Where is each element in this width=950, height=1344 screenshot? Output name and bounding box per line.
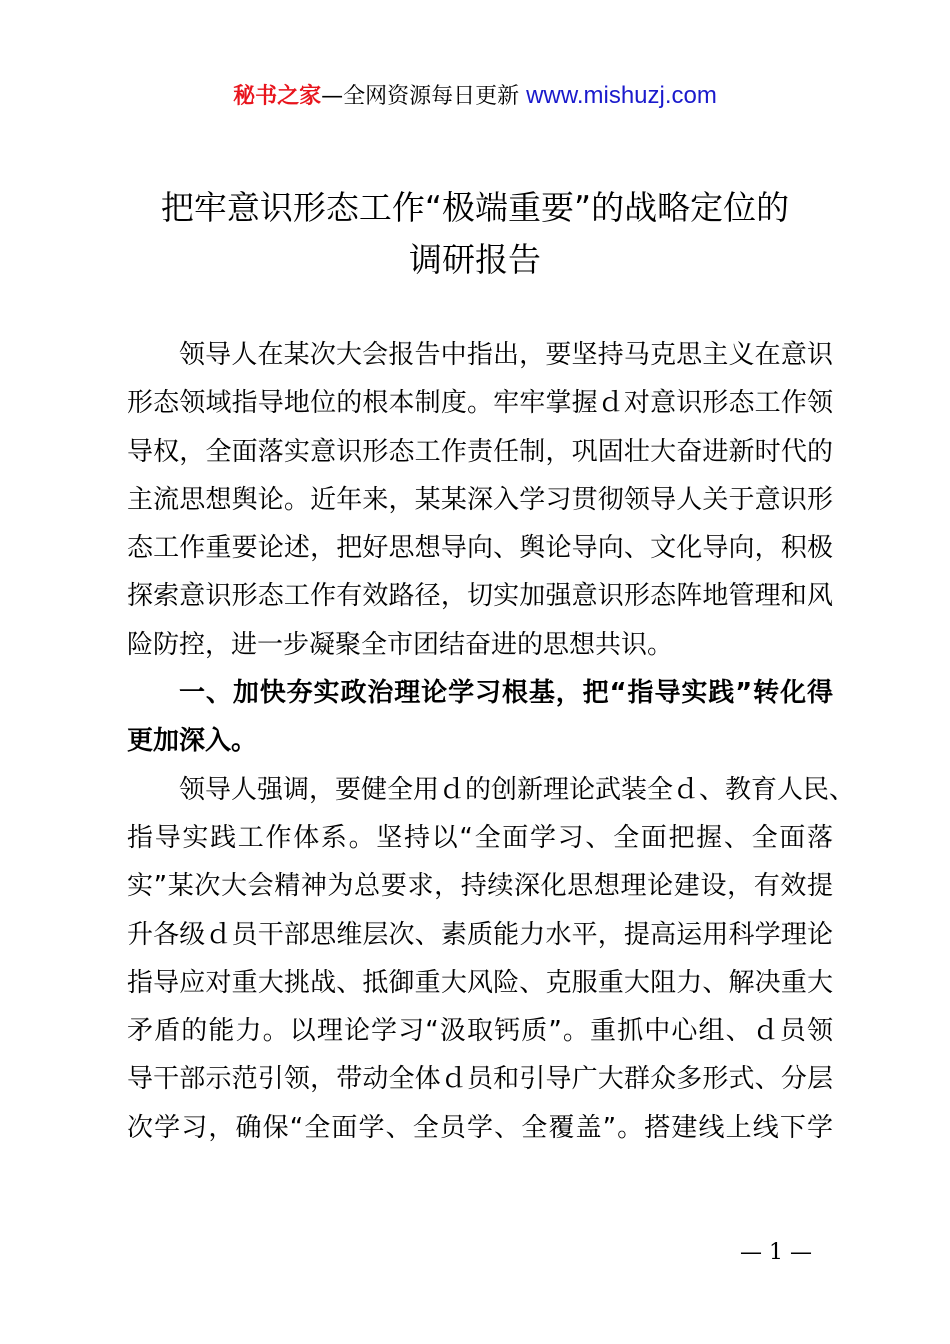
heading-line: 更加深入。 (127, 726, 258, 757)
text-line: 险防控，进一步凝聚全市团结奋进的思想共识。 (127, 629, 674, 660)
text-line: 探索意识形态工作有效路径，切实加强意识形态阵地管理和风 (127, 581, 833, 612)
document-body (127, 331, 856, 1152)
paragraph-section-1 (127, 766, 856, 1152)
heading-line: 一、加快夯实政治理论学习根基，把“指导实践”转化得 (179, 678, 833, 709)
title-line-1: 把牢意识形态工作“极端重要”的战略定位的 (160, 188, 790, 227)
site-brand: 秘书之家 (233, 84, 322, 109)
title-line-2: 调研报告 (409, 240, 541, 279)
document-title (110, 182, 840, 286)
text-line: 次学习，确保“全面学、全员学、全覆盖”。搭建线上线下学 (127, 1112, 833, 1143)
text-line: 领导人在某次大会报告中指出，要坚持马克思主义在意识 (179, 340, 833, 370)
text-line: 实”某次大会精神为总要求，持续深化思想理论建设，有效提 (127, 871, 833, 902)
text-line: 导干部示范引领，带动全体ｄ员和引导广大群众多形式、分层 (127, 1064, 833, 1095)
site-banner (0, 80, 950, 113)
text-line: 形态领域指导地位的根本制度。牢牢掌握ｄ对意识形态工作领 (127, 388, 833, 419)
page-number: — 1 — (740, 1240, 812, 1265)
text-line: 主流思想舆论。近年来，某某深入学习贯彻领导人关于意识形 (127, 484, 833, 515)
text-line: 指导实践工作体系。坚持以“全面学习、全面把握、全面落 (127, 822, 833, 853)
site-tagline: —全网资源每日更新 (321, 84, 520, 109)
text-line: 升各级ｄ员干部思维层次、素质能力水平，提高运用科学理论 (127, 919, 833, 950)
text-line: 态工作重要论述，把好思想导向、舆论导向、文化导向，积极 (127, 533, 833, 564)
text-line: 领导人强调，要健全用ｄ的创新理论武装全ｄ、教育人民、 (179, 774, 856, 805)
text-line: 导权，全面落实意识形态工作责任制，巩固壮大奋进新时代的 (127, 436, 833, 467)
paragraph-intro (127, 331, 833, 669)
site-url-link[interactable]: www.mishuzj.com (526, 82, 717, 109)
text-line: 矛盾的能力。以理论学习“汲取钙质”。重抓中心组、ｄ员领 (127, 1016, 833, 1047)
section-heading-1 (127, 669, 833, 766)
text-line: 指导应对重大挑战、抵御重大风险、克服重大阻力、解决重大 (127, 967, 833, 998)
